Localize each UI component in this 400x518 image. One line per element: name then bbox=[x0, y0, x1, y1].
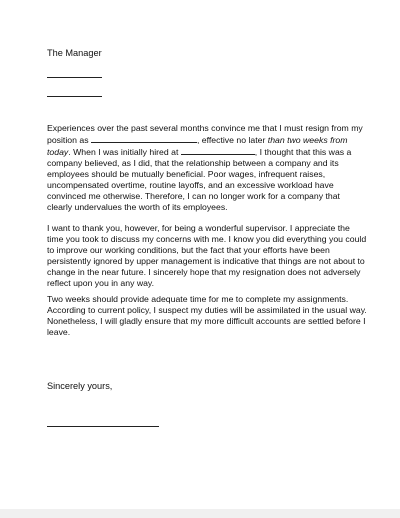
paragraph-1-text-c: . When I was initially hired at bbox=[68, 147, 181, 157]
paragraph-1-italic: than two weeks from today bbox=[47, 135, 348, 157]
salutation: The Manager bbox=[47, 48, 102, 58]
footer-bar bbox=[0, 509, 400, 518]
paragraph-1-text-b: , effective no later bbox=[196, 135, 268, 145]
paragraph-transition: Two weeks should provide adequate time for me to complete my assignments. According to current policy, I suspect my duties will be assimilated in the usual way. Nonetheless, I will gladly ensure that my more difficult accounts are settled before I leave. bbox=[47, 294, 367, 337]
address-blank-line-2 bbox=[47, 96, 102, 97]
closing: Sincerely yours, bbox=[47, 381, 113, 391]
address-blank-line-1 bbox=[47, 77, 102, 78]
paragraph-1-text-d: , I thought that this was a company believed, as I did, that the relationship between a company and its employees should be mutually beneficial. Poor wages, infrequent raises, uncompensated overtime, routine layoffs, and an excessive workload have convinced me otherwise. Therefore, I can no longer work for a company that clearly undervalues the worth of its employees. bbox=[47, 147, 352, 212]
company-blank bbox=[181, 146, 255, 155]
paragraph-1-text-a: Experiences over the past several months convince me that I must resign from my position as bbox=[47, 123, 363, 145]
paragraph-thanks: I want to thank you, however, for being a wonderful supervisor. I appreciate the time you took to discuss my concerns with me. I know you did everything you could to improve our working conditions, but the fact that your efforts have been persistently ignored by upper management is indicative that things are not about to change in the near future. I sincerely hope that my resignation does not adversely reflect upon you in any way. bbox=[47, 223, 367, 288]
paragraph-resignation bbox=[47, 123, 367, 213]
signature-line bbox=[47, 426, 159, 427]
position-blank bbox=[91, 134, 197, 143]
